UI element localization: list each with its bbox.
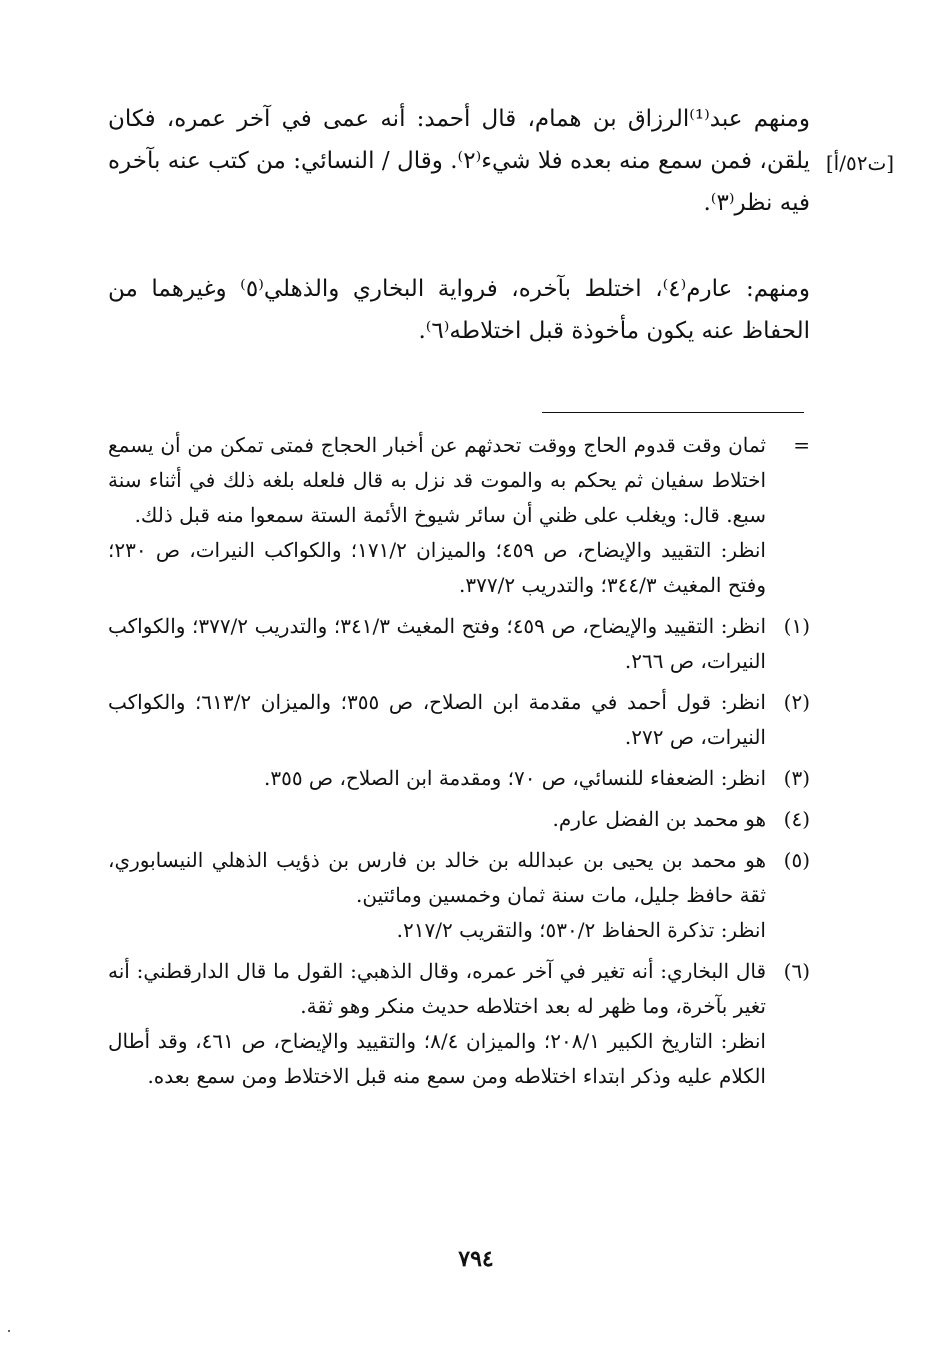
scan-speck (8, 1330, 10, 1332)
footnote-line: ثمان وقت قدوم الحاج ووقت تحدثهم عن أخبار الحجاج فمتى تمكن من أن يسمع اختلاط سفيان ثم يحكم به والموت قد نزل به قال فلعله بلغه ذلك في أثناء سنة سبع. قال: ويغلب على ظني أن سائر شيوخ الأئمة الستة سمعوا منه قبل ذلك. (108, 433, 766, 527)
footnote-1 (108, 609, 810, 679)
footnote-line: انظر: قول أحمد في مقدمة ابن الصلاح، ص ٣٥٥؛ والميزان ٦١٣/٢؛ والكواكب النيرات، ص ٢٧٢. (108, 690, 766, 749)
footnote-line: انظر: التقييد والإيضاح، ص ٤٥٩؛ وفتح المغيث ٣٤١/٣؛ والتدريب ٣٧٧/٢؛ والكواكب النيرات، ص ٢٦٦. (108, 614, 766, 673)
footnote-2 (108, 685, 810, 755)
footnote-marker: (٣) (783, 766, 810, 790)
page-number: ٧٩٤ (458, 1246, 494, 1272)
footnote-4 (108, 802, 810, 837)
footnote-3 (108, 761, 810, 796)
main-paragraph-1: ومنهم عبد⁽¹⁾الرزاق بن همام، قال أحمد: أنه عمى في آخر عمره، فكان يلقن، فمن سمع منه بعده فلا شيء⁽٢⁾. وقال / النسائي: من كتب عنه بآخره فيه نظر⁽٣⁾. (108, 106, 810, 216)
footnote-5 (108, 843, 810, 948)
manuscript-folio-marker: [ت٥٢/أ] (825, 151, 895, 175)
footnote-continuation (108, 428, 810, 603)
footnote-marker: = (793, 433, 810, 457)
footnote-line: قال البخاري: أنه تغير في آخر عمره، وقال الذهبي: القول ما قال الدارقطني: أنه تغير بآخرة، وما ظهر له بعد اختلاطه حديث منكر وهو ثقة. (108, 959, 766, 1018)
main-paragraph-2: ومنهم: عارم⁽٤⁾، اختلط بآخره، فرواية البخاري والذهلي⁽٥⁾ وغيرهما من الحفاظ عنه يكون مأخوذة قبل اختلاطه⁽٦⁾. (108, 276, 810, 344)
footnote-line: انظر: التقييد والإيضاح، ص ٤٥٩؛ والميزان ١٧١/٢؛ والكواكب النيرات، ص ٢٣٠؛ وفتح المغيث ٣٤٤/٣؛ والتدريب ٣٧٧/٢. (108, 538, 766, 597)
footnotes-section (108, 428, 810, 1100)
footnote-line: انظر: تذكرة الحفاظ ٥٣٠/٢؛ والتقريب ٢١٧/٢. (396, 918, 766, 942)
footnote-marker: (٢) (783, 690, 810, 714)
footnote-line: انظر: الضعفاء للنسائي، ص ٧٠؛ ومقدمة ابن الصلاح، ص ٣٥٥. (263, 766, 766, 790)
footnote-marker: (٦) (783, 959, 810, 983)
footnote-marker: (٥) (783, 848, 810, 872)
footnote-line: انظر: التاريخ الكبير ٢٠٨/١؛ والميزان ٨/٤؛ والتقييد والإيضاح، ص ٤٦١، وقد أطال الكلام عليه وذكر ابتداء اختلاطه ومن سمع منه قبل الاختلاط ومن سمع بعده. (108, 1029, 766, 1088)
footnote-marker: (٤) (783, 807, 810, 831)
footnote-line: هو محمد بن يحيى بن عبدالله بن خالد بن فارس بن ذؤيب الذهلي النيسابوري، ثقة حافظ جليل، مات سنة ثمان وخمسين ومائتين. (108, 848, 766, 907)
footnote-6 (108, 954, 810, 1094)
footnote-separator (542, 412, 804, 413)
footnote-marker: (١) (783, 614, 810, 638)
footnote-line: هو محمد بن الفضل عارم. (552, 807, 766, 831)
